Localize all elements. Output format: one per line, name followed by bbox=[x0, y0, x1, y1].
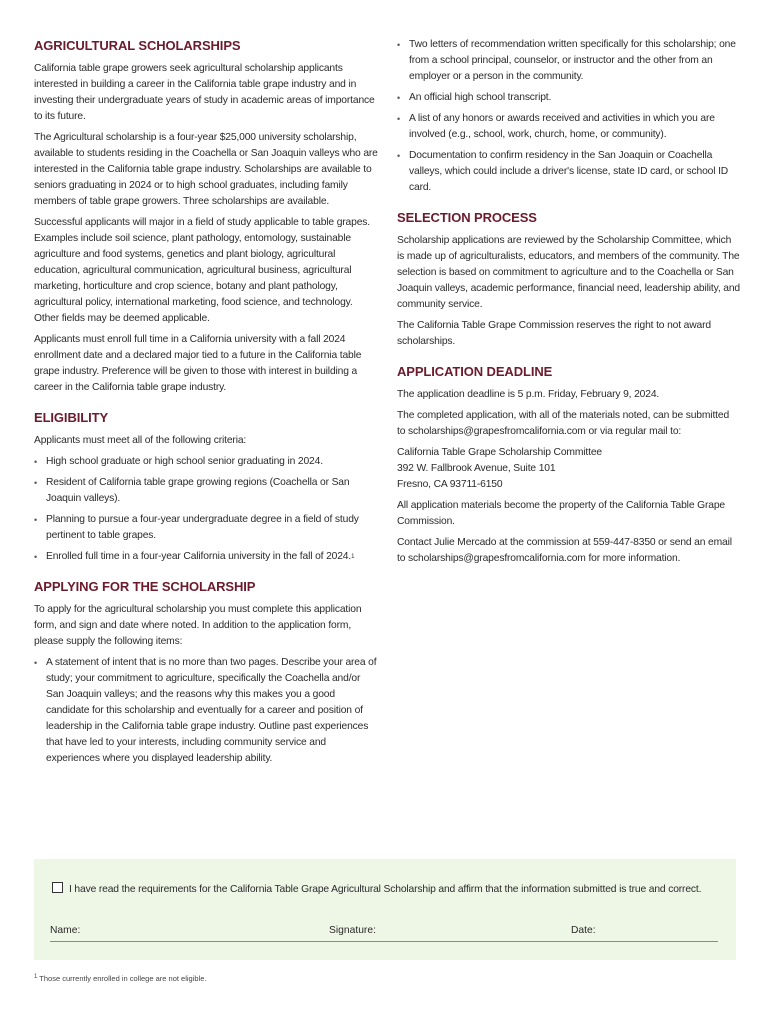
agricultural-scholarships-heading: AGRICULTURAL SCHOLARSHIPS bbox=[34, 38, 241, 53]
selection-paragraph-1: Scholarship applications are reviewed by the Scholarship Committee, which is made up of agriculturalists, educators, and members of the community. The selection is based on commitment to agriculture and to the Coachella or San Joaquin valleys, academic performance, financial need, leadership ability, and community service. bbox=[397, 235, 740, 310]
footnote bbox=[34, 974, 206, 983]
list-item: • Two letters of recommendation written specifically for this scholarship; one from a school principal, counselor, or instructor and the other from an employer or a person in the community. bbox=[397, 37, 740, 85]
footnote-mark: 1 bbox=[34, 974, 38, 980]
right-column bbox=[397, 0, 740, 572]
deadline-paragraph-2: The completed application, with all of the materials noted, can be submitted to scholarships@grapesfromcalifornia.com or via regular mail to: bbox=[397, 410, 730, 437]
affirmation-text: I have read the requirements for the California Table Grape Agricultural Scholarship and affirm that the information submitted is true and correct. bbox=[69, 884, 702, 895]
affirmation-checkbox[interactable] bbox=[52, 882, 63, 893]
applying-intro: To apply for the agricultural scholarship you must complete this application form, and sign and date where noted. In addition to the application form, please supply the following items: bbox=[34, 604, 362, 647]
list-item: • Documentation to confirm residency in the San Joaquin or Coachella valleys, which could include a driver's license, state ID card, or school ID card. bbox=[397, 148, 740, 196]
left-column bbox=[34, 0, 378, 772]
application-deadline-heading: APPLICATION DEADLINE bbox=[397, 364, 553, 379]
agri-paragraph-1: California table grape growers seek agricultural scholarship applicants interested in building a career in the California table grape industry and in investing their undergraduate years of study in academic areas of importance to its future. bbox=[34, 63, 375, 122]
address-line-2: 392 W. Fallbrook Avenue, Suite 101 bbox=[397, 463, 556, 474]
eligibility-intro: Applicants must meet all of the following criteria: bbox=[34, 435, 247, 446]
selection-paragraph-2: The California Table Grape Commission reserves the right to not award scholarships. bbox=[397, 320, 711, 347]
list-item: • Resident of California table grape growing regions (Coachella or San Joaquin valleys). bbox=[34, 475, 378, 507]
list-item: • A list of any honors or awards received and activities in which you are involved (e.g., school, work, church, home, or community). bbox=[397, 111, 740, 143]
deadline-paragraph-1: The application deadline is 5 p.m. Friday, February 9, 2024. bbox=[397, 389, 660, 400]
signature-field-label: Signature: bbox=[329, 925, 376, 936]
address-line-1: California Table Grape Scholarship Committee bbox=[397, 447, 602, 458]
footnote-text: Those currently enrolled in college are not eligible. bbox=[39, 974, 207, 983]
mailing-address bbox=[397, 445, 740, 493]
date-field-label: Date: bbox=[571, 925, 596, 936]
applying-list bbox=[34, 655, 378, 767]
selection-process-heading: SELECTION PROCESS bbox=[397, 210, 537, 225]
footnote-reference: 1 bbox=[351, 554, 355, 560]
affirmation-box bbox=[34, 859, 736, 960]
address-line-3: Fresno, CA 93711-6150 bbox=[397, 479, 503, 490]
applying-list-continued bbox=[397, 37, 740, 196]
deadline-paragraph-4: Contact Julie Mercado at the commission at 559-447-8350 or send an email to scholarships@grapesfromcalifornia.com for more information. bbox=[397, 537, 732, 564]
agri-paragraph-4: Applicants must enroll full time in a California university with a fall 2024 enrollment date and a declared major tied to a future in the California table grape industry. Preference will be given to those with interest in building a career in the California table grape industry. bbox=[34, 334, 362, 393]
applying-heading: APPLYING FOR THE SCHOLARSHIP bbox=[34, 579, 256, 594]
affirmation-row bbox=[52, 879, 712, 898]
agri-paragraph-3: Successful applicants will major in a field of study applicable to table grapes. Examples include soil science, plant pathology, entomology, sustainable agriculture and food systems, genetics and plant biology, agricultural education, agricultural communication, agricultural business, agricultural marketing, horticulture and crop science, botany and plant pathology, agricultural policy, international marketing, food science, and technology. Other fields may be deemed applicable. bbox=[34, 217, 370, 324]
signature-line[interactable] bbox=[50, 925, 718, 942]
list-item: • High school graduate or high school senior graduating in 2024. bbox=[34, 454, 378, 470]
eligibility-list bbox=[34, 454, 378, 565]
agri-paragraph-2: The Agricultural scholarship is a four-year $25,000 university scholarship, available to students residing in the Coachella or San Joaquin valleys who are interested in the California table grape industry. Scholarships are available to seniors graduating in 2024 or to high school graduates, including family members of table grape growers. Three scholarships are available. bbox=[34, 132, 378, 207]
list-item: • An official high school transcript. bbox=[397, 90, 740, 106]
list-item: • Enrolled full time in a four-year California university in the fall of 2024.$^1$ bbox=[34, 549, 378, 565]
list-item: • A statement of intent that is no more than two pages. Describe your area of study; your commitment to agriculture, specifically the Coachella and/or San Joaquin valleys; and the reasons why this makes you a good candidate for this scholarship and eventually for a career and position of leadership in the California table grape industry. Outline past experiences that have led to your interests, including community service and experiences where you displayed leadership ability. bbox=[34, 655, 378, 767]
eligibility-heading: ELIGIBILITY bbox=[34, 410, 109, 425]
deadline-paragraph-3: All application materials become the property of the California Table Grape Commission. bbox=[397, 500, 725, 527]
name-field-label: Name: bbox=[50, 925, 81, 936]
list-item: • Planning to pursue a four-year undergraduate degree in a field of study pertinent to table grapes. bbox=[34, 512, 378, 544]
